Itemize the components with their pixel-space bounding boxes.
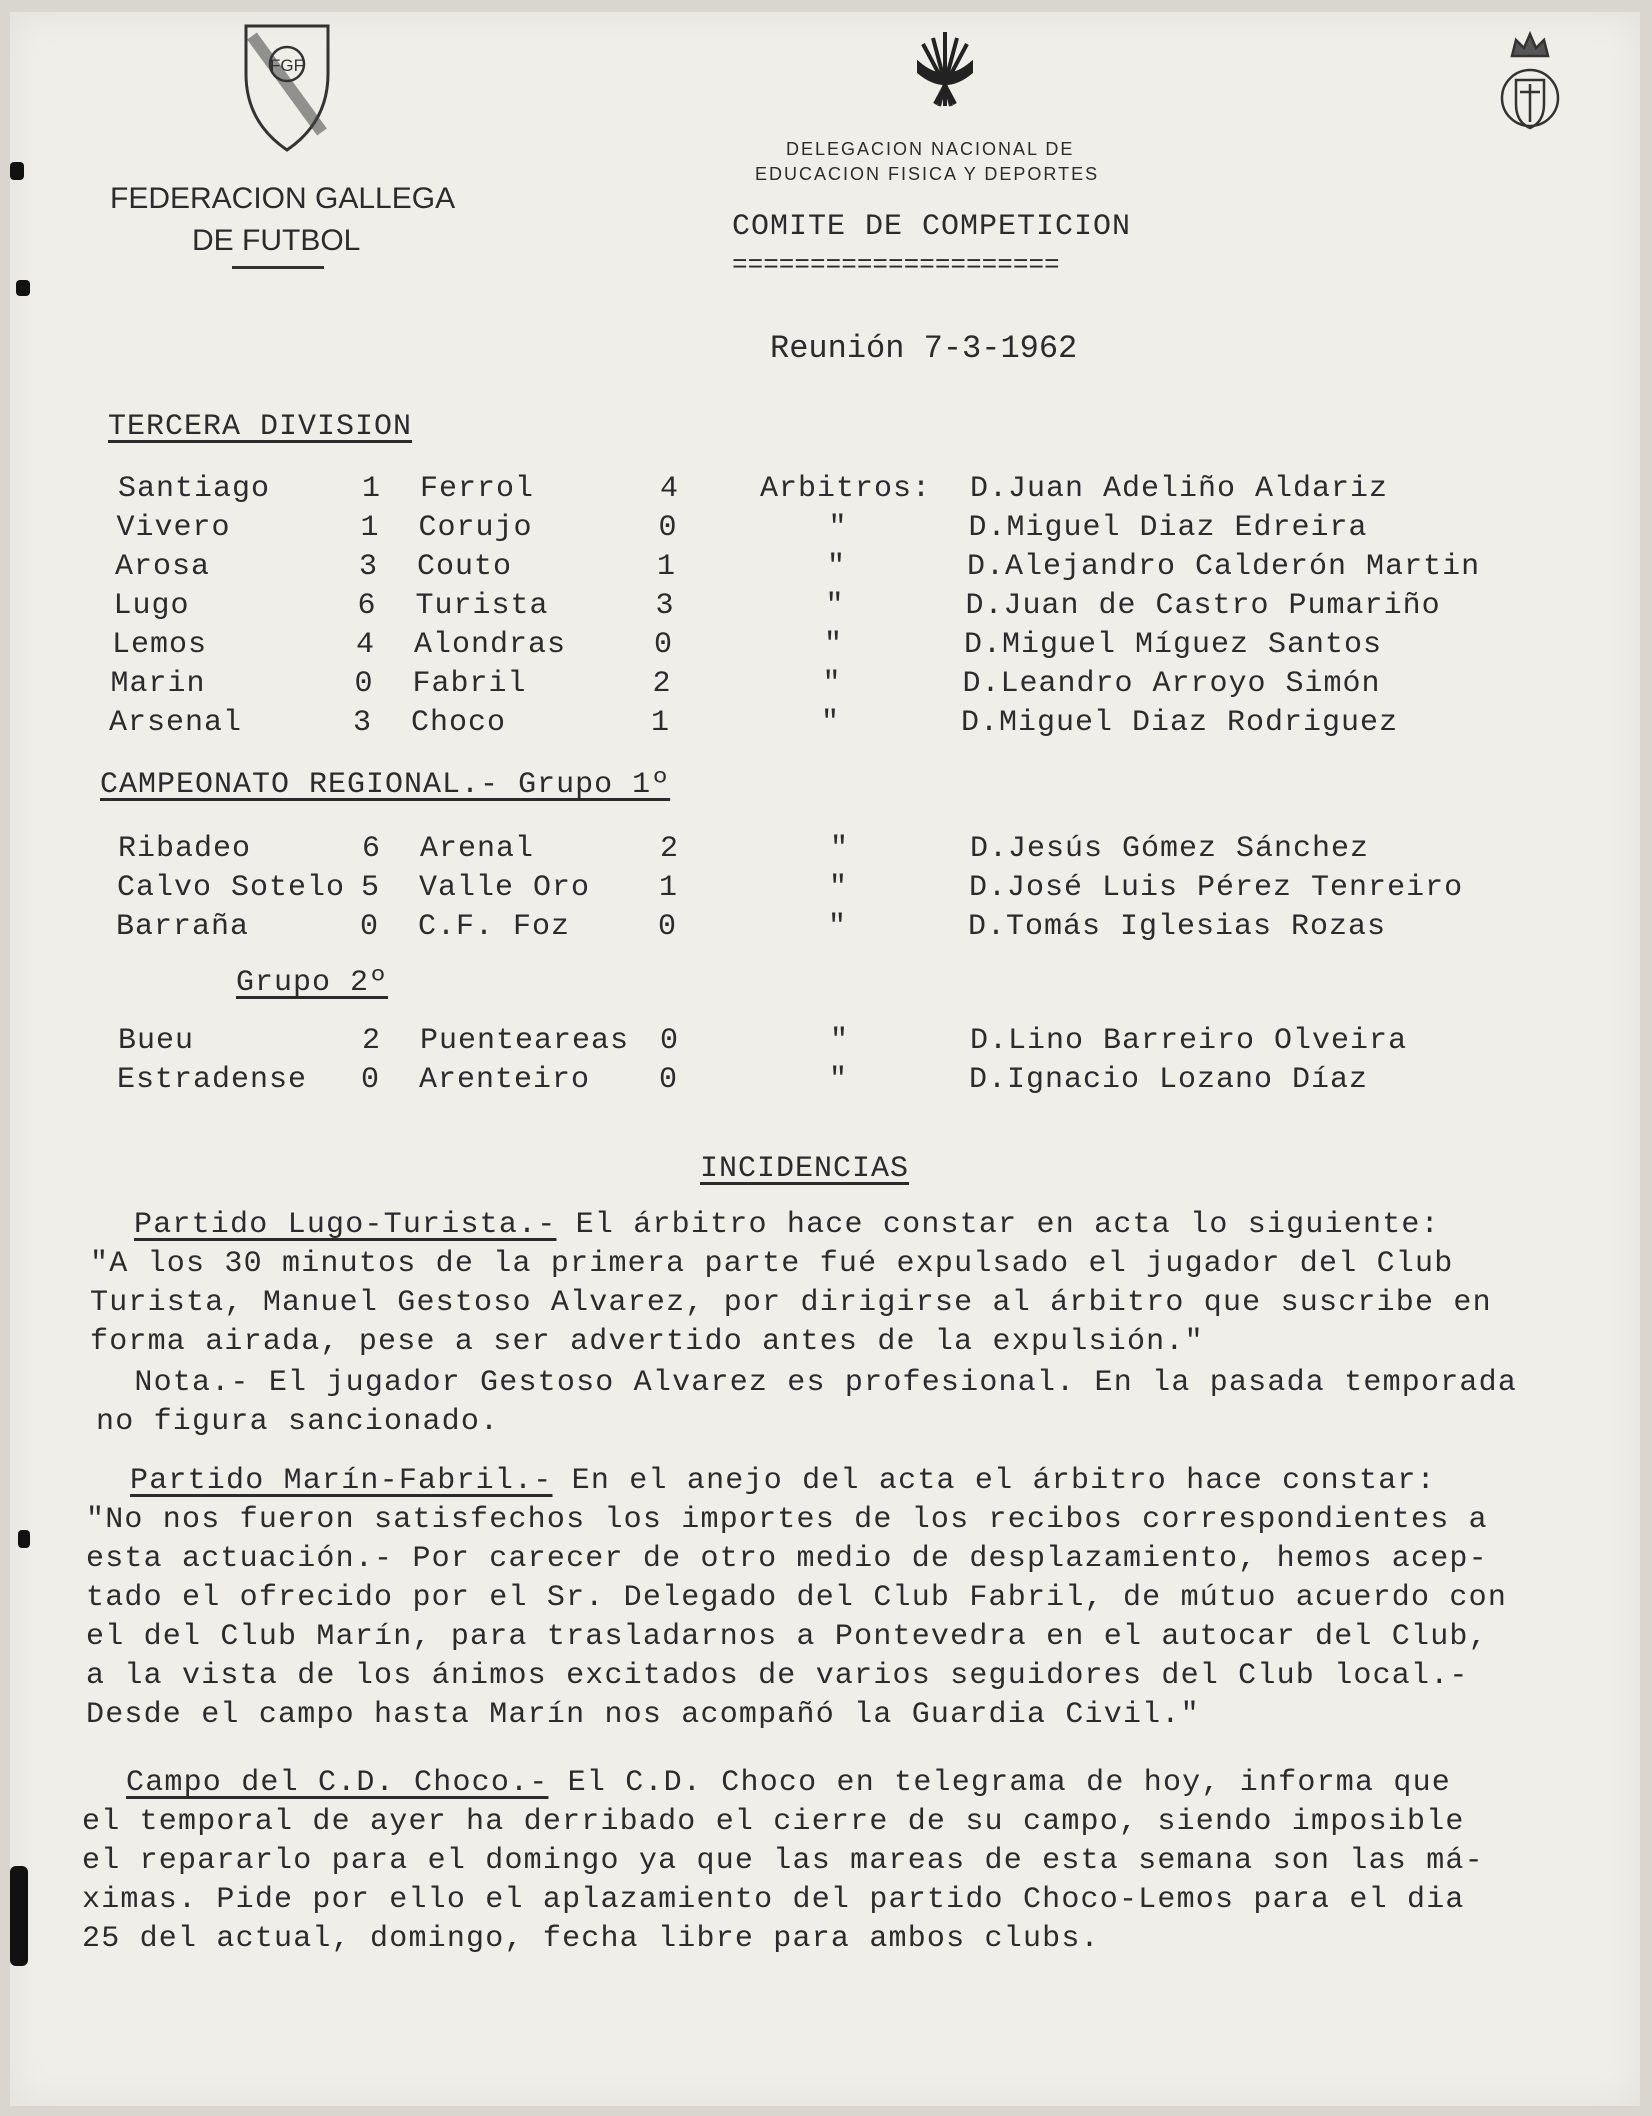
- team-away: Corujo: [418, 511, 533, 545]
- document-page: [10, 12, 1640, 2106]
- score-home: 1: [362, 472, 382, 506]
- score-away: 3: [655, 589, 675, 623]
- score-home: 6: [362, 832, 382, 866]
- incident-text: En el anejo del acta el árbitro hace constar: "No nos fueron satisfechos los importes de los recibos correspondientes a esta actuación.- Por carecer de otro medio de desplazamiento, hemos acep- tado el ofrecido por el Sr. Delegado del Club Fabril, de mútuo acuerdo con el del Club Marín, para trasladarnos a Pontevedra en el autocar del Club, a la vista de los ánimos excitados de varios seguidores del Club local.- Desde el campo hasta Marín nos acompañó la Guardia Civil.": [86, 1464, 1508, 1732]
- referee-name: D.Juan Adeliño Aldariz: [970, 472, 1389, 506]
- score-home: 1: [360, 511, 380, 545]
- delegation-line2: EDUCACION FISICA Y DEPORTES: [755, 164, 1100, 184]
- team-home: Ribadeo: [118, 832, 252, 866]
- score-away: 1: [659, 871, 679, 905]
- score-away: 2: [660, 832, 680, 866]
- team-away: Puenteareas: [420, 1024, 630, 1058]
- referee-name: D.Juan de Castro Pumariño: [965, 589, 1441, 623]
- referee-name: D.Lino Barreiro Olveira: [970, 1024, 1408, 1058]
- score-away: 0: [660, 1024, 680, 1058]
- incident-campo-choco: [82, 1764, 1622, 1959]
- team-away: Choco: [411, 706, 507, 740]
- score-home: 0: [360, 910, 380, 944]
- team-home: Lemos: [112, 628, 208, 662]
- ditto-mark: ": [828, 511, 848, 545]
- score-away: 1: [651, 706, 671, 740]
- team-away: Arenteiro: [419, 1063, 591, 1097]
- punch-mark: [10, 162, 24, 180]
- ditto-mark: ": [821, 706, 841, 740]
- torn-edge: [10, 1866, 28, 1966]
- incident-text: El C.D. Choco en telegrama de hoy, informa que el temporal de ayer ha derribado el cierre de su campo, siendo imposible el repararlo para el domingo ya que las mareas de esta semana son las má- ximas. Pide por ello el aplazamiento del partido Choco-Lemos para el dia 25 del actual, domingo, fecha libre para ambos clubs.: [82, 1766, 1484, 1956]
- punch-mark: [16, 280, 30, 296]
- referee-name: D.Miguel Míguez Santos: [964, 628, 1383, 662]
- referee-name: D.Ignacio Lozano Díaz: [969, 1063, 1369, 1097]
- ditto-mark: ": [828, 910, 848, 944]
- score-home: 3: [353, 706, 373, 740]
- ditto-mark: ": [829, 1063, 849, 1097]
- team-home: Marin: [110, 667, 206, 701]
- score-away: 2: [652, 667, 672, 701]
- score-home: 4: [356, 628, 376, 662]
- team-away: Ferrol: [420, 472, 535, 506]
- federation-underline: [232, 266, 324, 269]
- incident-note: Nota.- El jugador Gestoso Alvarez es profesional. En la pasada temporada no figura sancionado.: [96, 1366, 1518, 1439]
- score-home: 0: [361, 1063, 381, 1097]
- score-away: 4: [660, 472, 680, 506]
- team-away: Couto: [417, 550, 513, 584]
- team-home: Calvo Sotelo: [117, 871, 346, 905]
- ditto-mark: ": [829, 871, 849, 905]
- score-home: 2: [362, 1024, 382, 1058]
- svg-text:FGF: FGF: [270, 56, 304, 75]
- team-home: Bueu: [118, 1024, 195, 1058]
- federation-name-line2: DE FUTBOL: [192, 224, 361, 257]
- team-home: Barraña: [116, 910, 250, 944]
- meeting-date: Reunión 7-3-1962: [770, 330, 1078, 367]
- ditto-mark: ": [824, 628, 844, 662]
- federation-name-line1: FEDERACION GALLEGA: [110, 182, 456, 215]
- score-away: 0: [654, 628, 674, 662]
- team-home: Arsenal: [109, 706, 243, 740]
- score-home: 3: [359, 550, 379, 584]
- incident-lugo-turista: [90, 1206, 1630, 1362]
- ditto-mark: ": [825, 589, 845, 623]
- score-home: 5: [361, 871, 381, 905]
- team-home: Arosa: [115, 550, 211, 584]
- federation-shield-logo: [242, 22, 332, 152]
- punch-mark: [18, 1530, 30, 1548]
- team-home: Estradense: [117, 1063, 308, 1097]
- team-away: Valle Oro: [419, 871, 591, 905]
- team-away: C.F. Foz: [418, 910, 571, 944]
- incident-heading: Partido Marín-Fabril.-: [130, 1464, 553, 1498]
- ditto-mark: ": [827, 550, 847, 584]
- referee-name: D.Alejandro Calderón Martin: [967, 550, 1481, 584]
- team-away: Alondras: [414, 628, 567, 662]
- score-home: 6: [357, 589, 377, 623]
- incident-text: El árbitro hace constar en acta lo siguiente: "A los 30 minutos de la primera parte fué expulsado el jugador del Club Turista, Manuel Gestoso Alvarez, por dirigirse al árbitro que suscribe en forma airada, pese a ser advertido antes de la expulsión.": [90, 1208, 1492, 1359]
- committee-title: COMITE DE COMPETICION: [732, 210, 1132, 244]
- team-home: Lugo: [113, 589, 190, 623]
- referee-name: D.Jesús Gómez Sánchez: [970, 832, 1370, 866]
- ditto-mark: ": [822, 667, 842, 701]
- score-home: 0: [354, 667, 374, 701]
- incidents-title: INCIDENCIAS: [700, 1152, 910, 1186]
- referee-name: D.Tomás Iglesias Rozas: [968, 910, 1387, 944]
- ditto-mark: ": [830, 1024, 850, 1058]
- referee-name: D.José Luis Pérez Tenreiro: [969, 871, 1464, 905]
- committee-title-rule: =====================: [732, 250, 1060, 280]
- referee-name: D.Miguel Diaz Rodriguez: [961, 706, 1399, 740]
- group2-title: Grupo 2º: [236, 966, 389, 1000]
- referee-name: D.Leandro Arroyo Simón: [962, 667, 1381, 701]
- score-away: 0: [658, 910, 678, 944]
- referees-label: Arbitros:: [760, 472, 932, 506]
- score-away: 0: [658, 511, 678, 545]
- section-title-regional: CAMPEONATO REGIONAL.- Grupo 1º: [100, 768, 671, 802]
- team-away: Arenal: [420, 832, 535, 866]
- incident-heading: Partido Lugo-Turista.-: [134, 1208, 557, 1242]
- referee-name: D.Miguel Diaz Edreira: [968, 511, 1368, 545]
- section-title-tercera: TERCERA DIVISION: [108, 410, 413, 444]
- team-away: Turista: [415, 589, 549, 623]
- score-away: 1: [657, 550, 677, 584]
- incident-marin-fabril: [86, 1462, 1626, 1735]
- delegation-line1: DELEGACION NACIONAL DE: [786, 139, 1075, 159]
- ditto-mark: ": [830, 832, 850, 866]
- team-home: Vivero: [116, 511, 231, 545]
- team-home: Santiago: [118, 472, 271, 506]
- team-away: Fabril: [412, 667, 527, 701]
- incident-heading: Campo del C.D. Choco.-: [126, 1766, 549, 1800]
- score-away: 0: [659, 1063, 679, 1097]
- royal-crest-icon: [1498, 26, 1562, 144]
- yoke-and-arrows-icon: [915, 24, 975, 110]
